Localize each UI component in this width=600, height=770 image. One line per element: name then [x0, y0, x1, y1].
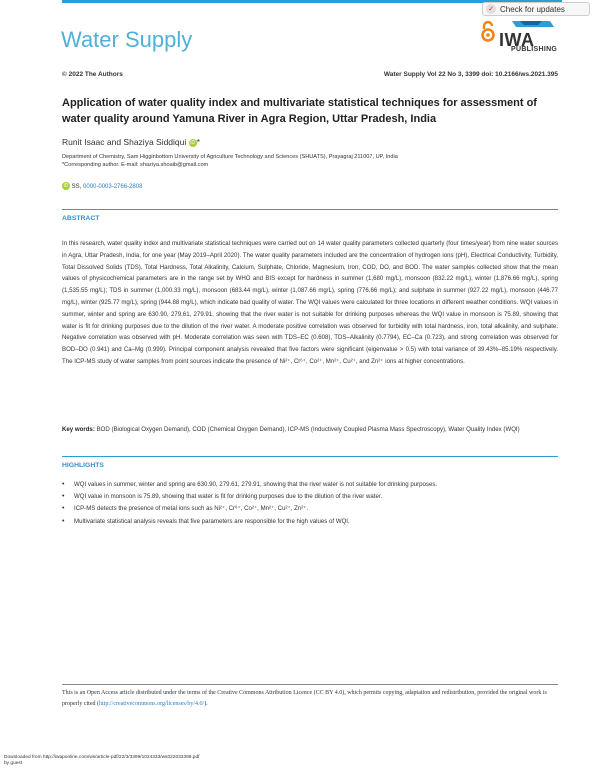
download-user: by guest [4, 761, 23, 766]
highlights-list [62, 479, 558, 528]
affiliation-block [62, 153, 398, 169]
publisher-subtitle: PUBLISHING [511, 46, 558, 53]
section-divider [62, 209, 558, 210]
open-access-icon [481, 20, 495, 44]
crossmark-icon: ✓ [486, 4, 496, 14]
license-notice [62, 688, 558, 710]
download-source: Downloaded from http://iwaponline.com/ws/article-pdf/22/3/3399/1024333/ws022033399.pdf [4, 755, 200, 760]
keywords-label: Key words: [62, 426, 95, 433]
corresponding-author: *Corresponding author. E-mail: shaziya.shoaib@gmail.com [62, 162, 209, 168]
download-footer [4, 755, 199, 767]
list-item [62, 516, 558, 528]
highlight-text: WQI value in monsoon is 75.89, showing that water is fit for drinking purposes due to the dilution of the river water. [74, 493, 383, 501]
list-item [62, 491, 558, 503]
highlights-heading: HIGHLIGHTS [62, 462, 104, 469]
journal-title: Water Supply [61, 27, 193, 52]
orcid-icon[interactable]: iD [190, 140, 196, 146]
author-line [62, 137, 200, 147]
section-divider [62, 456, 558, 457]
copyright-notice: © 2022 The Authors [62, 71, 123, 78]
check-for-updates-button[interactable] [482, 2, 590, 16]
highlight-text: Multivariate statistical analysis reveals that five parameters are responsible for the high values of WQI. [74, 517, 350, 525]
keywords-text: BOD (Biological Oxygen Demand), COD (Chemical Oxygen Demand), ICP-MS (Inductively Coupled Plasma Mass Spectroscopy), Water Quality Index (WQI) [96, 426, 520, 433]
orcid-prefix: SS, [71, 184, 82, 190]
abstract-heading: ABSTRACT [62, 215, 100, 222]
list-item [62, 503, 558, 515]
orcid-link[interactable]: 0000-0003-2766-2808 [83, 184, 143, 190]
license-text: This is an Open Access article distributed under the terms of the Creative Commons Attribution Licence (CC BY 4.0), which permits copying, adaptation and redistribution, provided the original work is properly cited ( [62, 690, 547, 707]
article-title: Application of water quality index and multivariate statistical techniques for assessment of water quality around Yamuna River in Agra Region, Uttar Pradesh, India [62, 97, 537, 125]
license-divider [62, 684, 558, 685]
corresponding-mark: * [196, 137, 200, 147]
check-for-updates-label: Check for updates [500, 4, 565, 14]
author-names: Runit Isaac and Shaziya Siddiqui [62, 137, 187, 147]
bullet-icon: • [62, 481, 65, 488]
bullet-icon: • [62, 505, 65, 513]
highlight-text: ICP-MS detects the presence of metal ions such as Ni²⁺, Cr⁶⁺, Co²⁺, Mn²⁺, Cu²⁺, Zn²⁺. [74, 505, 309, 513]
orcid-line [62, 182, 142, 190]
abstract-text: In this research, water quality index and multivariate statistical techniques were carried out on 14 water quality parameters collected quarterly (four times/year) from nine water sources in Agra, Uttar Pradesh, India, for one year (May 2019–April 2020). The water quality parameters included are the concentration of hydrogen ions (pH), Electrical Conductivity, Turbidity, Total Dissolved Solids (TDS), Total Hardness, Total Alkalinity, Calcium, Sulphate, Chloride, Magnesium, Iron, COD, DO, and BOD. The water samples collected show that the mean values of physicochemical parameters are in the range set by WHO and BIS except for hardness in summer (1,680 mg/L), monsoon (832.22 mg/L), winter (1,876.66 mg/L), spring (1,535.55 mg/L); TDS in summer (1,000.33 mg/L), monsoon (683.44 mg/L), winter (1,087.66 mg/L), spring (776.66 mg/L); and sulphate in summer (927.22 mg/L), monsoon (446.77 mg/L), winter (925.77 mg/L), spring (944.88 mg/L), which indicate bad quality of water. The WQI values were calculated for three locations in different weather conditions. WQI values in summer, winter and spring are 630.90, 279.61, 279.91, showing that the river water is not suitable for drinking purposes whereas the WQI value in monsoon is 75.89, showing that water is fit for drinking purposes due to the dilution of the river water. A moderate positive correlation was observed for turbidity with total hardness, iron, total alkalinity, and sulphate. Negative correlation was observed with pH. Moderate correlation was seen with TDS–EC (0.608), TDS–Alkalinity (0.7794), EC–Ca (0.723), and strong correlation was observed for BOD–DO (0.941) and Ca–Mg (0.999). Principal component analysis revealed that five factors were significant (eigenvalue > 0.5) with total variance of 39.43%–85.19% respectively. The ICP-MS study of water samples from point sources indicate the presence of Ni²⁺, Cr⁶⁺, Co²⁺, Mn²⁺, Cu²⁺, and Zn²⁺ ions at higher concentrations. [62, 240, 558, 365]
list-item [62, 479, 558, 491]
highlight-text: WQI values in summer, winter and spring are 630.90, 279.61, 279.91, showing that the river water is not suitable for drinking purposes. [74, 481, 438, 488]
orcid-icon: iD [63, 183, 69, 189]
bullet-icon: • [62, 517, 65, 525]
affiliation: Department of Chemistry, Sam Higginbottom University of Agriculture Technology and Sciences (SHUATS), Prayagraj 211007, UP, India [62, 154, 398, 160]
citation-line: Water Supply Vol 22 No 3, 3399 doi: 10.2166/ws.2021.395 [383, 71, 558, 78]
license-close: ). [204, 701, 208, 707]
publisher-logo-text: IWA [499, 30, 535, 50]
bullet-icon: • [62, 493, 65, 501]
keywords [62, 424, 558, 436]
license-link[interactable]: http://creativecommons.org/licenses/by/4.0/ [98, 701, 205, 707]
